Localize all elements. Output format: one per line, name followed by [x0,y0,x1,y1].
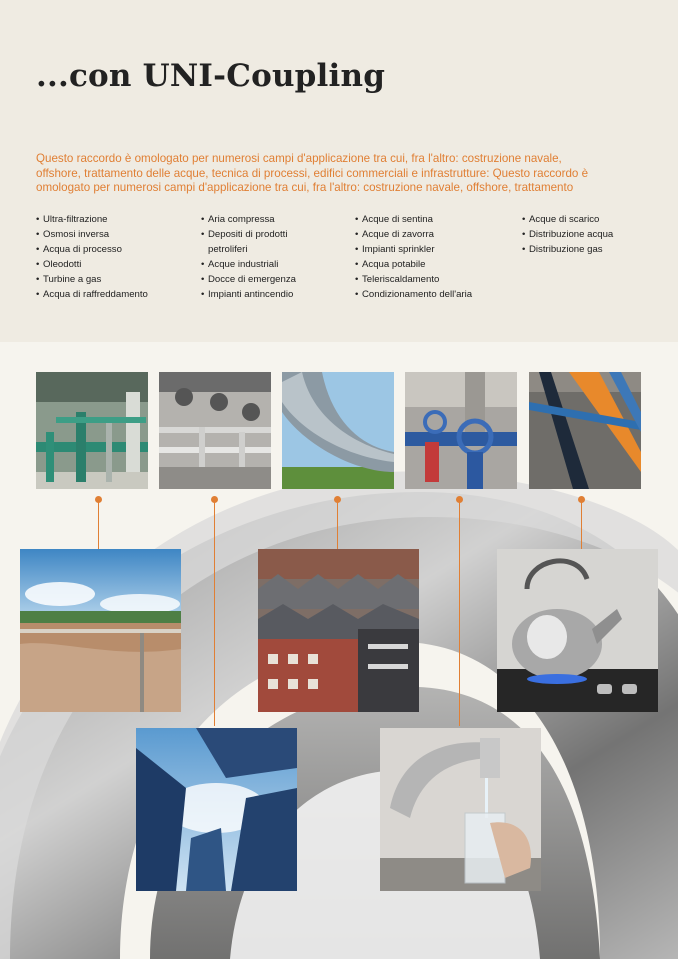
applications-column-4 [522,212,662,257]
list-item: • Turbine a gas [36,272,196,287]
list-item: • Impianti antincendio [201,287,341,302]
intro-paragraph [36,152,646,196]
industrial-plant-photo [36,372,148,489]
blue-valves-photo [405,372,517,489]
list-item: • Acqua di raffreddamento [36,287,196,302]
list-item: • Distribuzione gas [522,242,662,257]
list-item: • Oleodotti [36,257,196,272]
applications-column-2 [201,212,341,302]
applications-column-3 [355,212,515,302]
page-title: ...con UNI-Coupling [36,58,386,94]
list-item-line: Depositi di prodotti [208,229,288,240]
list-item-continuation: petroliferi [208,244,248,255]
intro-line: offshore, trattamento delle acque, tecnica di processi, edifici commerciali e infrastrutture: Questo raccordo è [36,166,589,180]
photo-collage-section [0,342,678,959]
list-item: • Acqua di processo [36,242,196,257]
list-item: • Osmosi inversa [36,227,196,242]
connector-line [337,500,338,550]
connector-line [98,500,99,550]
intro-line: Questo raccordo è omologato per numerosi campi d'applicazione tra cui, fra l'altro: costruzione navale, [36,152,562,165]
list-item: • Acque di zavorra [355,227,515,242]
list-item: • Impianti sprinkler [355,242,515,257]
list-item: • Distribuzione acqua [522,227,662,242]
intro-line: omologato per numerosi campi d'applicazione tra cui, fra l'altro: costruzione navale, offshore, trattamento [36,181,574,195]
list-item: • Teleriscaldamento [355,272,515,287]
list-item: • Docce di emergenza [201,272,341,287]
connector-line [581,500,582,550]
applications-column-1 [36,212,196,302]
list-item: • Ultra-filtrazione [36,212,196,227]
list-item [201,227,341,257]
list-item: • Aria compressa [201,212,341,227]
list-item: • Acque di scarico [522,212,662,227]
water-treatment-photo [20,549,181,712]
connector-line [214,500,215,726]
kettle-on-stove-photo [497,549,658,712]
rooftop-ducts-photo [159,372,271,489]
header-section [0,0,678,342]
list-item: • Acqua potabile [355,257,515,272]
list-item: • Condizionamento dell'aria [355,287,515,302]
list-item: • Acque industriali [201,257,341,272]
city-houses-photo [258,549,419,712]
connector-line [459,500,460,726]
list-item: • Acque di sentina [355,212,515,227]
large-pipe-photo [282,372,394,489]
tap-water-glass-photo [380,728,541,891]
insulated-pipes-photo [529,372,641,489]
skyscrapers-photo [136,728,297,891]
